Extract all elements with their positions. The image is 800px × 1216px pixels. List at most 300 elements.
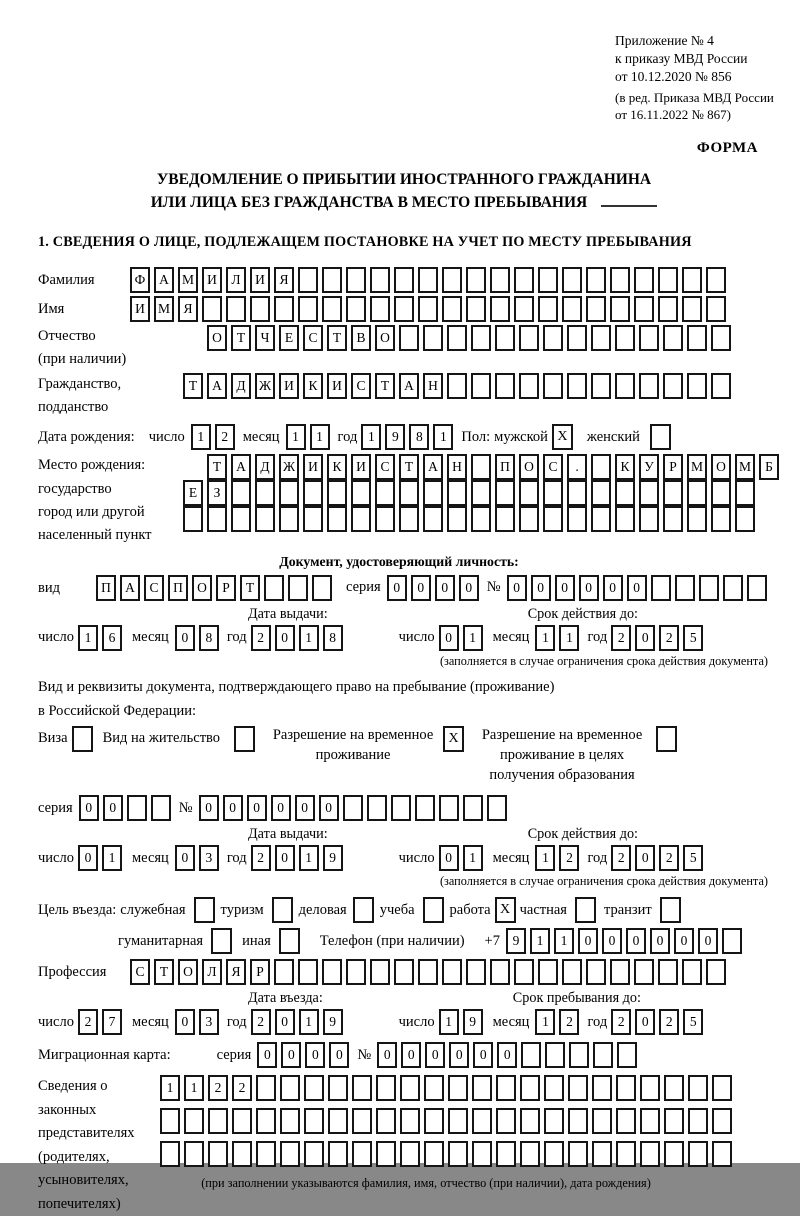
form-cell: 0 (578, 928, 598, 954)
form-cell (375, 506, 395, 532)
form-cell (466, 296, 486, 322)
legal-reps-row3 (160, 1141, 732, 1167)
form-cell (471, 454, 491, 480)
form-cell: С (543, 454, 563, 480)
form-cell (328, 1108, 348, 1134)
form-cell (711, 325, 731, 351)
form-cell (735, 506, 755, 532)
entry-year-cells (251, 1009, 343, 1035)
form-cell: 1 (463, 625, 483, 651)
form-cell (151, 795, 171, 821)
form-cell: 0 (275, 625, 295, 651)
purpose-private-checkbox (575, 897, 596, 923)
form-cell (562, 267, 582, 293)
purpose-business-checkbox (353, 897, 374, 923)
form-cell (521, 1042, 541, 1068)
form-cell: С (303, 325, 323, 351)
form-cell: М (154, 296, 174, 322)
form-cell: 9 (385, 424, 405, 450)
form-cell (675, 575, 695, 601)
form-cell (490, 959, 510, 985)
residence-validity-note: (заполняется в случае ограничения срока действия документа) (439, 874, 768, 889)
day-label: число (148, 428, 185, 445)
form-cell (442, 959, 462, 985)
form-cell: И (202, 267, 222, 293)
identity-doc-heading: Документ, удостоверяющий личность: (279, 553, 519, 569)
form-cell: 1 (554, 928, 574, 954)
form-cell: 9 (323, 1009, 343, 1035)
birth-place-block (38, 454, 800, 548)
form-cell (423, 480, 443, 506)
entry-dates-row (38, 1009, 800, 1035)
form-cell (418, 267, 438, 293)
form-cell (663, 325, 683, 351)
form-cell (303, 506, 323, 532)
form-cell: 0 (175, 1009, 195, 1035)
residence-issue-year (251, 845, 343, 871)
form-cell (712, 1075, 732, 1101)
form-cell (496, 1075, 516, 1101)
form-cell: Е (183, 480, 203, 506)
form-cell (514, 267, 534, 293)
form-cell: 0 (635, 625, 655, 651)
form-cell (376, 1108, 396, 1134)
form-cell (682, 959, 702, 985)
year-label: год (226, 1013, 247, 1030)
title-line2: ИЛИ ЛИЦА БЕЗ ГРАЖДАНСТВА В МЕСТО ПРЕБЫВАНИЯ (38, 192, 770, 214)
female-checkbox (650, 424, 671, 450)
form-cell (447, 373, 467, 399)
form-cell (519, 325, 539, 351)
form-cell (400, 1108, 420, 1134)
form-cell: Я (178, 296, 198, 322)
form-cell: Д (255, 454, 275, 480)
form-cell (706, 296, 726, 322)
form-cell: 0 (271, 795, 291, 821)
form-cell (616, 1108, 636, 1134)
form-cell: Я (226, 959, 246, 985)
form-cell (274, 296, 294, 322)
form-cell (327, 506, 347, 532)
form-cell (699, 575, 719, 601)
form-cell (586, 296, 606, 322)
form-cell (448, 1108, 468, 1134)
form-cell: В (351, 325, 371, 351)
day-label: число (398, 1013, 435, 1030)
title-blank-line (601, 195, 657, 207)
form-cell (343, 795, 363, 821)
residence-permit-label: Вид на жительство (102, 730, 221, 747)
form-cell (711, 506, 731, 532)
purpose-tourism-label: туризм (220, 901, 264, 918)
form-cell (610, 296, 630, 322)
form-cell (232, 1141, 252, 1167)
form-cell (418, 296, 438, 322)
form-cell (447, 506, 467, 532)
legal-reps-rows (160, 1075, 732, 1191)
form-cell (615, 325, 635, 351)
form-cell (586, 267, 606, 293)
form-cell (658, 267, 678, 293)
profession-label: Профессия (38, 963, 107, 980)
form-cell: М (687, 454, 707, 480)
year-label: год (587, 629, 608, 646)
passport-validity-note: (заполняется в случае ограничения срока действия документа) (439, 653, 768, 668)
visa-label: Виза (38, 730, 68, 747)
entry-date-headers (38, 990, 800, 1007)
residence-issue-day (78, 845, 122, 871)
residence-valid-year (611, 845, 703, 871)
issue-date-header: Дата выдачи: (248, 605, 328, 622)
form-label: ФОРМА (696, 140, 758, 157)
form-cell (567, 373, 587, 399)
form-cell (496, 1141, 516, 1167)
form-cell: С (351, 373, 371, 399)
form-cell (208, 1108, 228, 1134)
form-cell: 1 (184, 1075, 204, 1101)
form-cell: 2 (208, 1075, 228, 1101)
form-cell (370, 296, 390, 322)
residence-issue-month (175, 845, 219, 871)
purpose-study-label: учеба (379, 901, 415, 918)
form-cell (663, 373, 683, 399)
form-cell (423, 506, 443, 532)
form-cell (687, 325, 707, 351)
form-cell (616, 1141, 636, 1167)
form-cell: 2 (611, 625, 631, 651)
residence-valid-month (535, 845, 579, 871)
residence-doc-line1: Вид и реквизиты документа, подтверждающего право на пребывание (проживание) (38, 678, 555, 695)
form-cell (706, 267, 726, 293)
series-label: серия (346, 579, 381, 596)
day-label: число (38, 629, 74, 646)
page-title (38, 169, 800, 214)
form-cell: 8 (409, 424, 429, 450)
form-cell: 0 (275, 1009, 295, 1035)
form-cell (471, 325, 491, 351)
temp-residence-edu-checkbox (656, 726, 677, 752)
residence-doc-line2: в Российской Федерации: (38, 702, 197, 719)
form-cell: О (375, 325, 395, 351)
form-cell: 3 (199, 1009, 219, 1035)
form-cell: 0 (635, 845, 655, 871)
temp-residence-edu-label: Разрешение на временное проживание в целях получения образования (481, 727, 643, 783)
form-cell (711, 480, 731, 506)
form-cell (466, 267, 486, 293)
visa-checkbox (72, 726, 93, 752)
form-cell (304, 1075, 324, 1101)
form-cell: З (207, 480, 227, 506)
form-cell: Ч (255, 325, 275, 351)
form-cell: Т (207, 454, 227, 480)
form-cell: 0 (627, 575, 647, 601)
form-cell: 1 (78, 625, 98, 651)
form-cell: Т (375, 373, 395, 399)
patronymic-cells (207, 325, 731, 351)
form-cell (376, 1075, 396, 1101)
form-cell: 0 (387, 575, 407, 601)
passport-issue-month (175, 625, 219, 651)
form-cell (231, 480, 251, 506)
temp-residence-checkbox: X (443, 726, 464, 752)
form-cell (256, 1141, 276, 1167)
month-label: месяц (131, 629, 169, 646)
form-cell: А (399, 373, 419, 399)
form-cell (639, 373, 659, 399)
sex-label: Пол: (461, 428, 491, 445)
birth-year-cells (361, 424, 453, 450)
form-cell (256, 1108, 276, 1134)
passport-valid-year (611, 625, 703, 651)
form-cell (127, 795, 147, 821)
form-cell (367, 795, 387, 821)
profession-cells (130, 959, 726, 985)
amendment-block (615, 90, 800, 124)
month-label: месяц (492, 849, 530, 866)
passport-number-cells (507, 575, 767, 601)
form-cell (256, 1075, 276, 1101)
form-cell: Т (231, 325, 251, 351)
form-cell (519, 506, 539, 532)
legal-reps-row1 (160, 1075, 732, 1101)
name-label: Имя (38, 300, 65, 317)
form-cell (304, 1141, 324, 1167)
form-cell: 1 (102, 845, 122, 871)
form-cell: 0 (449, 1042, 469, 1068)
form-cell (375, 480, 395, 506)
form-cell: 1 (439, 1009, 459, 1035)
form-cell: О (192, 575, 212, 601)
form-cell (543, 506, 563, 532)
form-cell (722, 928, 742, 954)
form-cell (400, 1075, 420, 1101)
purpose-humanitarian-label: гуманитарная (118, 932, 204, 949)
month-label: месяц (492, 1013, 530, 1030)
form-cell (688, 1108, 708, 1134)
purpose-business-label: деловая (298, 901, 347, 918)
form-cell (298, 267, 318, 293)
form-cell (658, 296, 678, 322)
form-cell (682, 296, 702, 322)
form-cell: 0 (377, 1042, 397, 1068)
form-cell (634, 267, 654, 293)
form-cell (471, 480, 491, 506)
birth-place-row1 (207, 454, 779, 480)
form-cell (424, 1108, 444, 1134)
form-cell: 0 (295, 795, 315, 821)
form-cell (543, 325, 563, 351)
form-cell (370, 959, 390, 985)
year-label: год (587, 849, 608, 866)
form-cell (448, 1141, 468, 1167)
form-cell (394, 959, 414, 985)
form-cell: 2 (611, 1009, 631, 1035)
form-cell: 9 (506, 928, 526, 954)
form-cell (544, 1141, 564, 1167)
citizenship-row (38, 373, 800, 418)
passport-issue-year (251, 625, 343, 651)
form-cell (298, 296, 318, 322)
form-cell (615, 480, 635, 506)
form-cell: 0 (579, 575, 599, 601)
form-cell: 2 (251, 625, 271, 651)
form-cell (328, 1141, 348, 1167)
amendment-line: от 16.11.2022 № 867) (615, 107, 732, 123)
form-cell (706, 959, 726, 985)
form-cell (391, 795, 411, 821)
female-label: женский (586, 428, 640, 445)
form-cell (304, 1108, 324, 1134)
form-cell (687, 480, 707, 506)
profession-row (38, 959, 800, 985)
form-cell: Л (202, 959, 222, 985)
form-cell: 1 (299, 625, 319, 651)
form-cell (586, 959, 606, 985)
form-cell: 1 (310, 424, 330, 450)
passport-series-cells (387, 575, 479, 601)
phone-cells (506, 928, 742, 954)
migration-card-row (38, 1042, 800, 1068)
appendix-line: к приказу МВД России (615, 50, 748, 66)
identity-doc-row (38, 575, 800, 601)
form-cell: А (423, 454, 443, 480)
form-cell: 1 (535, 625, 555, 651)
form-cell: 0 (411, 575, 431, 601)
year-label: год (226, 629, 247, 646)
form-cell: 2 (78, 1009, 98, 1035)
form-cell: Я (274, 267, 294, 293)
form-cell: Т (240, 575, 260, 601)
residence-doc-options (38, 726, 800, 785)
year-label: год (337, 428, 358, 445)
form-cell (184, 1141, 204, 1167)
section1-heading: 1. СВЕДЕНИЯ О ЛИЦЕ, ПОДЛЕЖАЩЕМ ПОСТАНОВКЕ НА УЧЕТ ПО МЕСТУ ПРЕБЫВАНИЯ (38, 234, 692, 251)
valid-until-header: Срок действия до: (527, 605, 639, 622)
form-cell (352, 1108, 372, 1134)
form-cell (747, 575, 767, 601)
purpose-work-label: работа (449, 901, 491, 918)
form-cell (495, 480, 515, 506)
form-cell (592, 1075, 612, 1101)
form-cell (400, 1141, 420, 1167)
purpose-official-label: служебная (120, 901, 186, 918)
legal-reps-block (38, 1075, 800, 1216)
stay-month-cells (535, 1009, 579, 1035)
form-cell: 0 (626, 928, 646, 954)
number-label: № (178, 799, 193, 816)
form-cell (424, 1141, 444, 1167)
form-cell (688, 1141, 708, 1167)
form-cell (569, 1042, 589, 1068)
form-cell (591, 454, 611, 480)
form-cell: 0 (223, 795, 243, 821)
form-cell (439, 795, 459, 821)
form-cell (312, 575, 332, 601)
migration-series-cells (257, 1042, 349, 1068)
form-cell: 1 (191, 424, 211, 450)
form-cell: 5 (683, 625, 703, 651)
form-cell: 2 (559, 845, 579, 871)
form-cell (472, 1075, 492, 1101)
birth-date-row (38, 424, 800, 450)
day-label: число (398, 849, 435, 866)
form-cell (496, 1108, 516, 1134)
form-cell (352, 1075, 372, 1101)
form-cell: 0 (281, 1042, 301, 1068)
form-cell: 0 (257, 1042, 277, 1068)
form-cell (616, 1075, 636, 1101)
form-cell (255, 480, 275, 506)
citizenship-cells (183, 373, 731, 399)
form-cell (160, 1108, 180, 1134)
form-cell (514, 296, 534, 322)
form-cell (592, 1141, 612, 1167)
form-cell (303, 480, 323, 506)
birth-place-row2 (183, 480, 779, 506)
form-cell (279, 480, 299, 506)
form-cell (376, 1141, 396, 1167)
form-cell (322, 267, 342, 293)
form-cell (519, 480, 539, 506)
form-cell (232, 1108, 252, 1134)
form-cell (202, 296, 222, 322)
form-cell (520, 1075, 540, 1101)
appendix-block (615, 32, 800, 85)
form-cell: 0 (247, 795, 267, 821)
issue-date-header: Дата выдачи: (248, 826, 328, 843)
form-cell: А (120, 575, 140, 601)
form-cell: П (168, 575, 188, 601)
form-cell: 0 (603, 575, 623, 601)
form-cell (327, 480, 347, 506)
form-cell: 0 (305, 1042, 325, 1068)
day-label: число (38, 849, 74, 866)
form-cell (514, 959, 534, 985)
form-cell: 2 (215, 424, 235, 450)
form-cell (664, 1141, 684, 1167)
form-cell: П (96, 575, 116, 601)
residence-permit-checkbox (234, 726, 255, 752)
doc-type-label: вид (38, 579, 60, 596)
entry-month-cells (175, 1009, 219, 1035)
passport-date-headers (38, 606, 800, 623)
form-cell (711, 373, 731, 399)
form-cell (352, 1141, 372, 1167)
form-cell (617, 1042, 637, 1068)
form-cell: Р (663, 454, 683, 480)
birth-place-rows (183, 454, 779, 532)
form-cell (615, 373, 635, 399)
form-cell (490, 296, 510, 322)
passport-issue-day (78, 625, 122, 651)
residence-series-cells (79, 795, 171, 821)
form-cell: К (303, 373, 323, 399)
form-cell: О (711, 454, 731, 480)
amendment-line: (в ред. Приказа МВД России (615, 90, 774, 106)
male-checkbox: X (552, 424, 573, 450)
day-label: число (38, 1013, 74, 1030)
form-cell: Р (216, 575, 236, 601)
residence-date-headers (38, 826, 800, 843)
form-cell (346, 267, 366, 293)
form-cell (545, 1042, 565, 1068)
form-cell (723, 575, 743, 601)
form-cell (639, 480, 659, 506)
form-cell: 1 (535, 1009, 555, 1035)
form-cell: 1 (299, 845, 319, 871)
residence-dates-row (38, 845, 800, 871)
form-cell: 0 (79, 795, 99, 821)
